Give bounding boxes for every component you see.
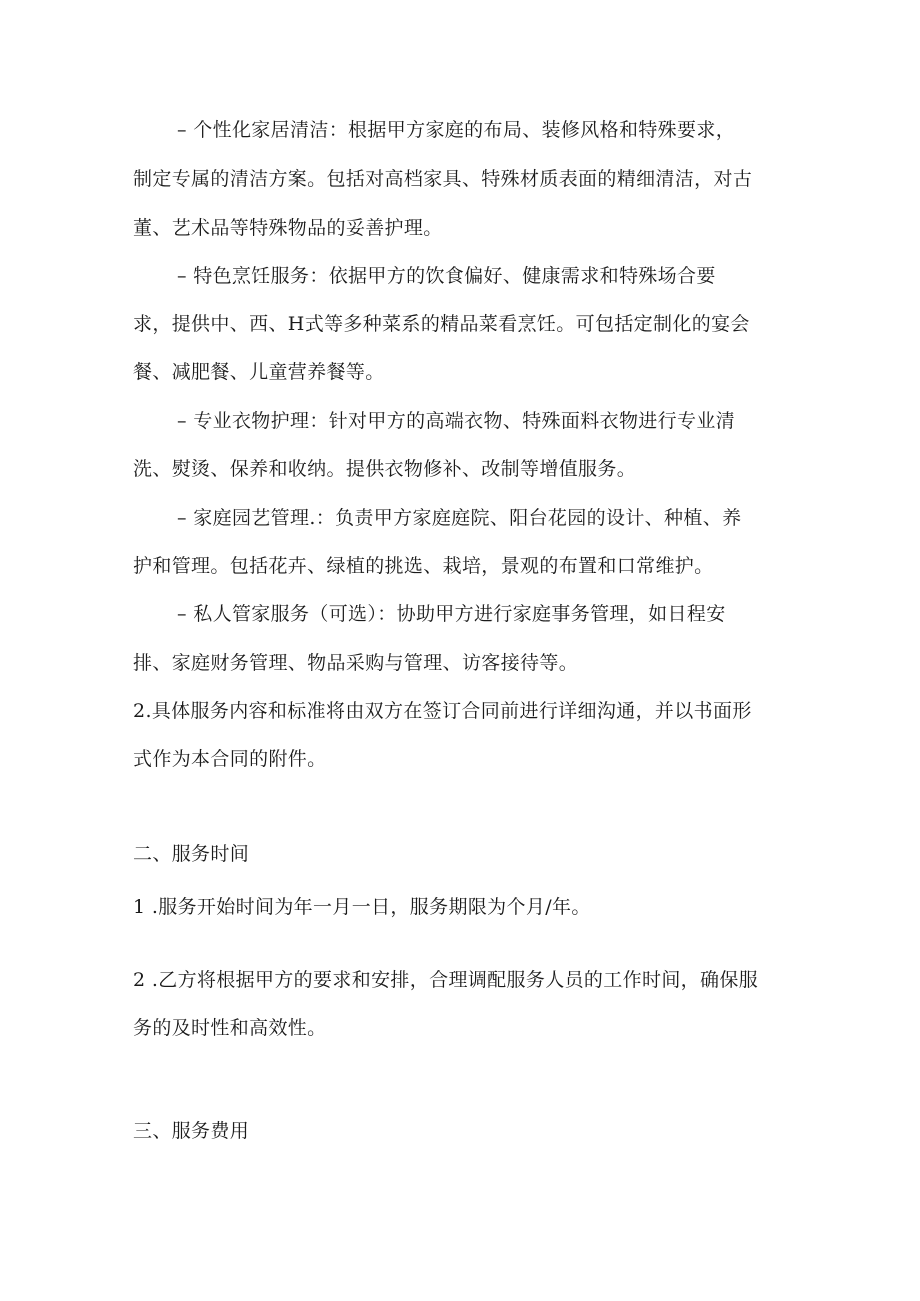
- service-item-clothing-line-2: 洗、熨烫、保养和收纳。提供衣物修补、改制等增值服务。: [133, 458, 637, 480]
- section-2-heading: 二、服务时间: [133, 843, 250, 865]
- service-item-gardening-line-2: 护和管理。包括花卉、绿植的挑选、栽培，景观的布置和口常维护。: [133, 555, 714, 577]
- service-item-gardening-line-1: – 家庭园艺管理.：负责甲方家庭庭院、阳台花园的设计、种植、养: [177, 507, 742, 529]
- service-item-cooking-line-2: 求，提供中、西、H式等多种菜系的精品菜看烹饪。可包括定制化的宴会: [133, 313, 750, 335]
- section-2-item-1: 1 .服务开始时间为年一月一日，服务期限为个月/年。: [133, 896, 591, 918]
- section-2-item-2-line-1: 2 .乙方将根据甲方的要求和安排，合理调配服务人员的工作时间，确保服: [133, 969, 759, 991]
- service-item-cleaning-line-1: – 个性化家居清洁：根据甲方家庭的布局、装修风格和特殊要求，: [177, 119, 736, 141]
- clause-2-line-2: 式作为本合同的附件。: [133, 748, 327, 770]
- clause-2-line-1: 2.具体服务内容和标准将由双方在签订合同前进行详细沟通，并以书面形: [133, 700, 752, 722]
- service-item-cooking-line-1: – 特色烹饪服务：依据甲方的饮食偏好、健康需求和特殊场合要: [177, 265, 716, 287]
- service-item-butler-line-1: – 私人管家服务（可选）：协助甲方进行家庭事务管理，如日程安: [177, 603, 726, 625]
- service-item-cooking-line-3: 餐、减肥餐、儿童营养餐等。: [133, 361, 385, 383]
- section-3-heading: 三、服务费用: [133, 1120, 250, 1142]
- service-item-cleaning-line-3: 董、艺术品等特殊物品的妥善护理。: [133, 217, 443, 239]
- service-item-butler-line-2: 排、家庭财务管理、物品采购与管理、访客接待等。: [133, 652, 579, 674]
- service-item-cleaning-line-2: 制定专属的清洁方案。包括对高档家具、特殊材质表面的精细清洁，对古: [133, 168, 753, 190]
- section-2-item-2-line-2: 务的及时性和高效性。: [133, 1017, 327, 1039]
- service-item-clothing-line-1: – 专业衣物护理：针对甲方的高端衣物、特殊面料衣物进行专业清: [177, 410, 736, 432]
